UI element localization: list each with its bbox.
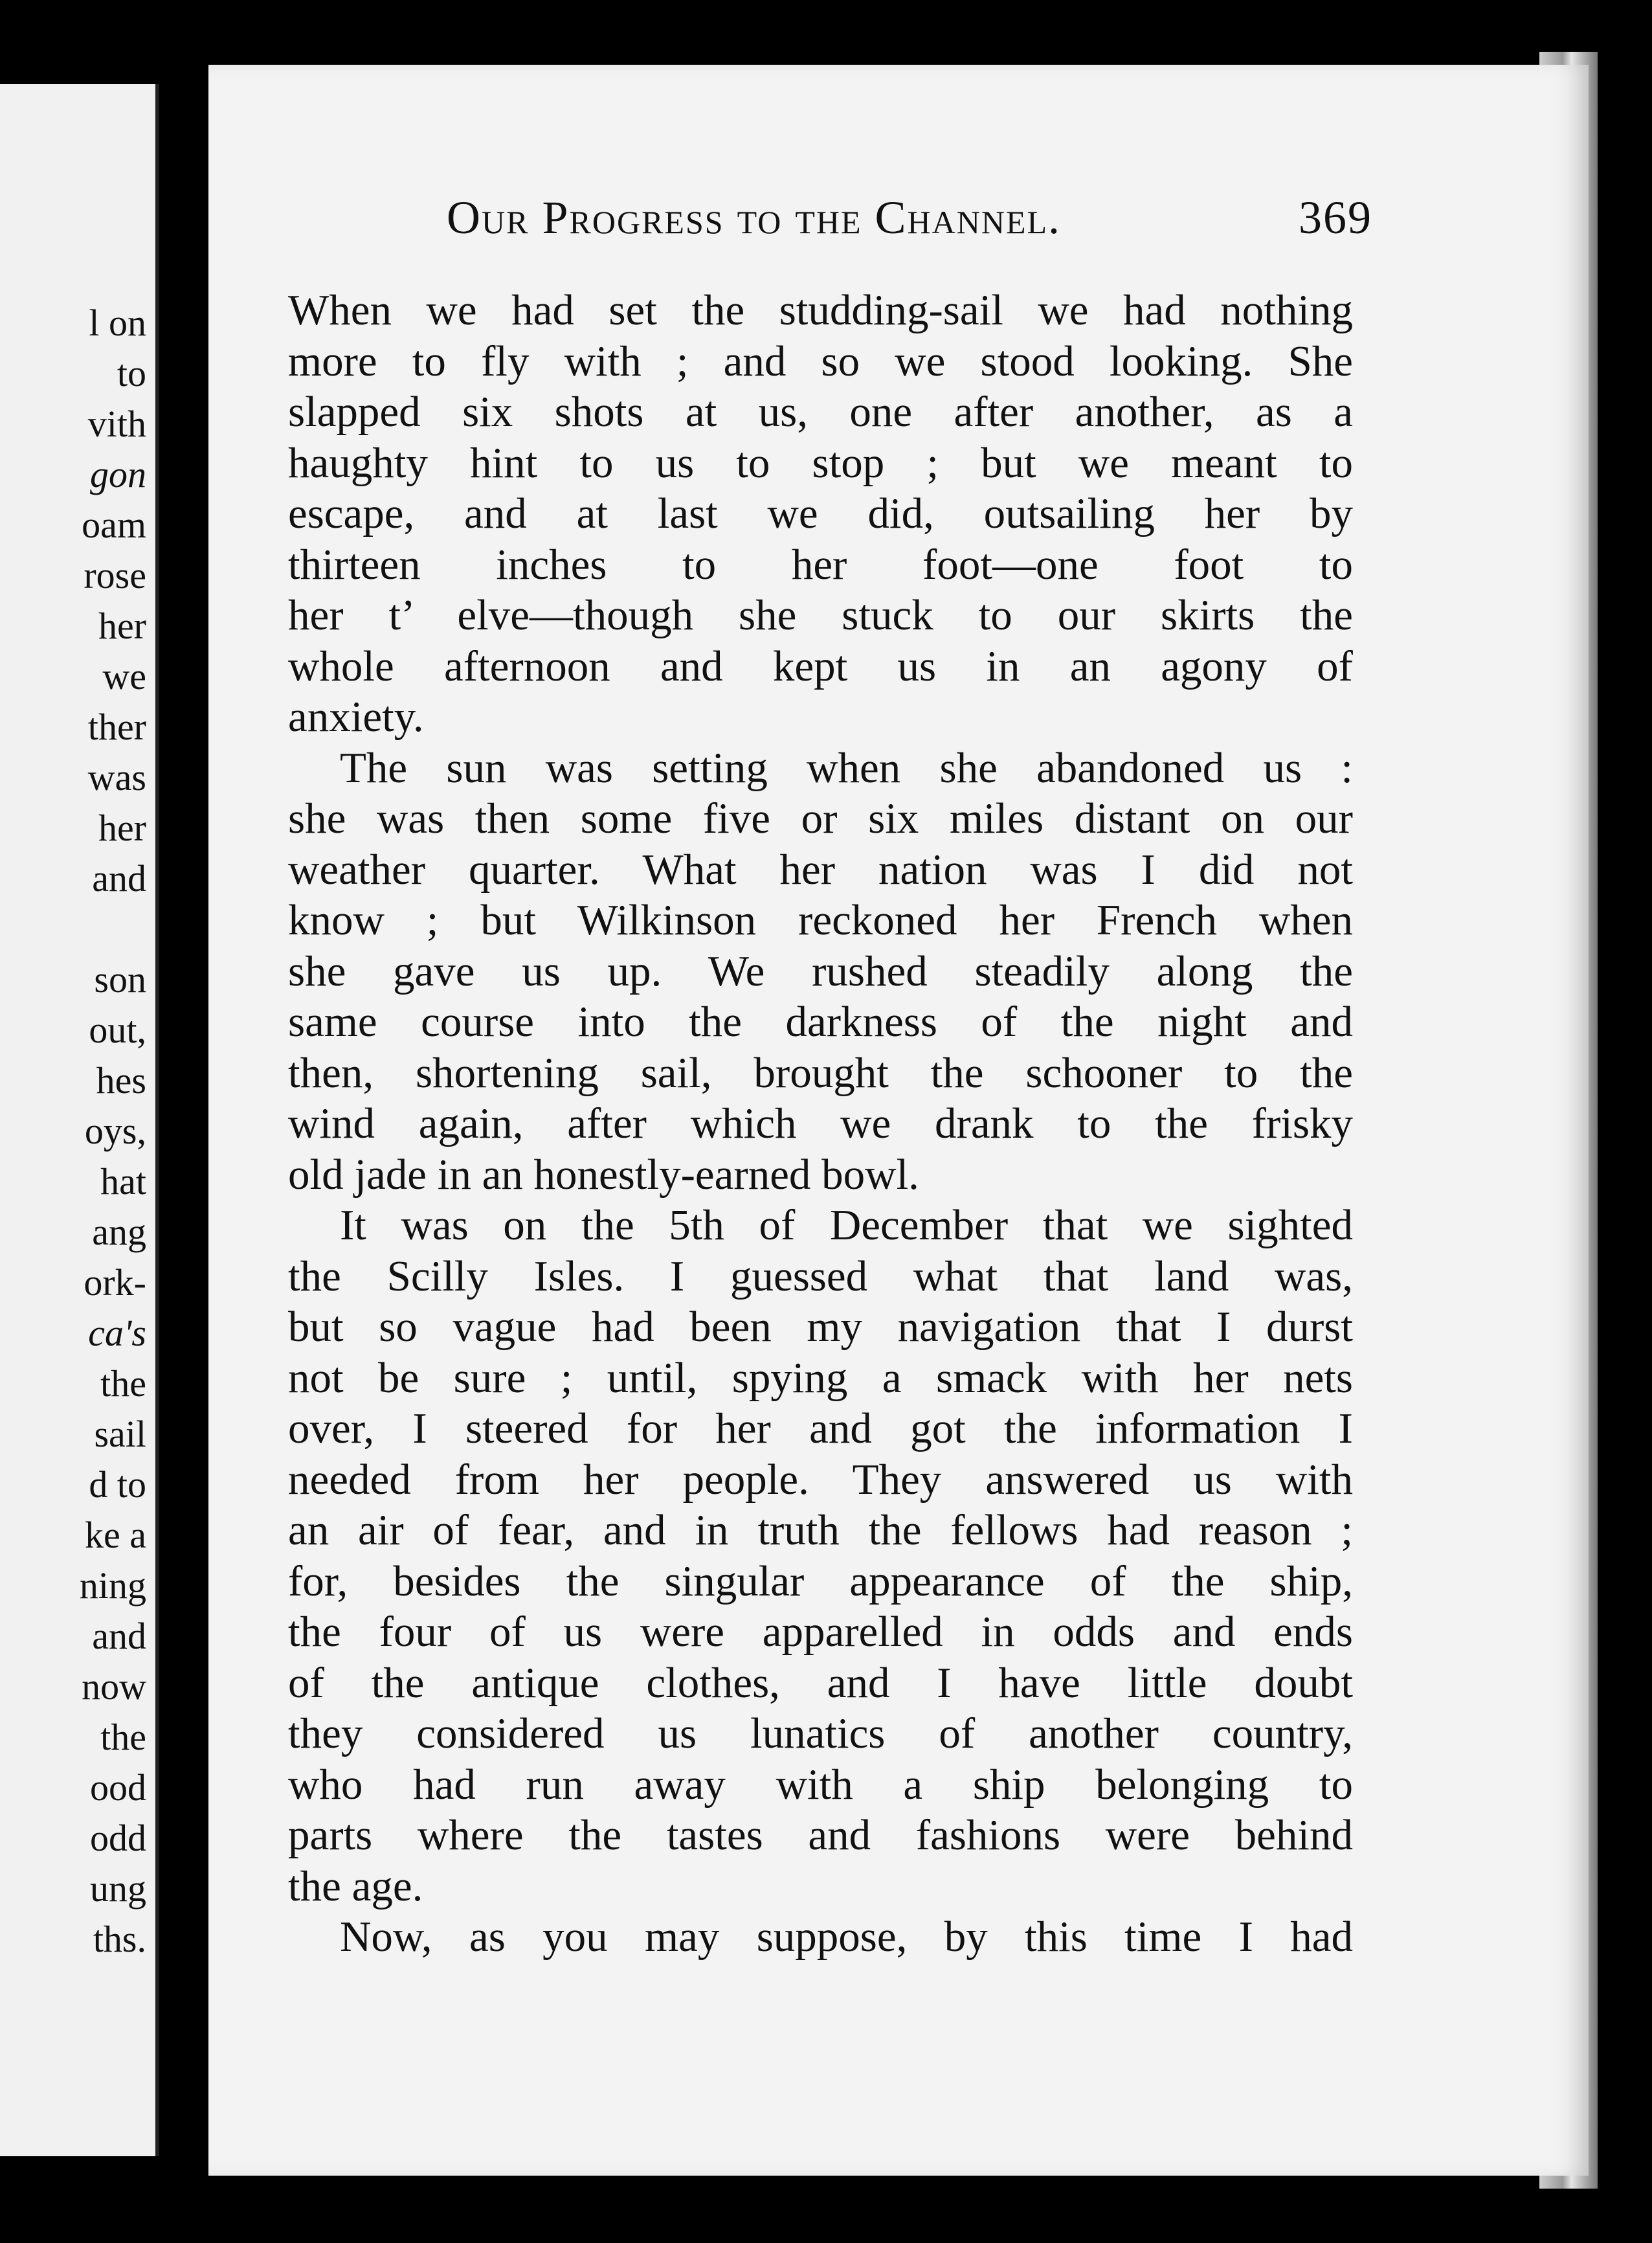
text-line: an air of fear, and in truth the fellows had reason ; <box>288 1506 1353 1554</box>
text-line: not be sure ; until, spying a smack with her nets <box>288 1353 1353 1402</box>
text-line: know ; but Wilkinson reckoned her French when <box>288 896 1353 944</box>
facing-page-line: son <box>94 958 146 1000</box>
text-line: the age. <box>288 1862 423 1910</box>
text-line: needed from her people. They answered us with <box>288 1455 1353 1504</box>
facing-page-line: ork- <box>84 1261 146 1303</box>
text-line: for, besides the singular appearance of the ship, <box>288 1557 1353 1605</box>
text-line: whole afternoon and kept us in an agony of <box>288 642 1353 690</box>
facing-page-line: oam <box>82 504 146 546</box>
text-line: thirteen inches to her foot—one foot to <box>288 540 1353 589</box>
text-line: her t’ elve—though she stuck to our skirts the <box>288 591 1353 639</box>
text-line: escape, and at last we did, outsailing her by <box>288 490 1353 537</box>
text-line: same course into the darkness of the night and <box>288 998 1353 1046</box>
facing-page-line: out, <box>89 1009 146 1051</box>
text-line: of the antique clothes, and I have little doubt <box>288 1658 1353 1707</box>
facing-page-line: ung <box>90 1867 146 1910</box>
facing-page-line: was <box>87 756 146 798</box>
text-line: It was on the 5th of December that we sighted <box>340 1201 1353 1249</box>
text-line: she gave us up. We rushed steadily along the <box>288 947 1353 995</box>
text-line: old jade in an honestly-earned bowl. <box>288 1150 919 1199</box>
text-line: the Scilly Isles. I guessed what that land was, <box>288 1252 1353 1300</box>
facing-page-line: l on <box>89 302 146 344</box>
facing-page-line: sail <box>94 1413 146 1455</box>
facing-page-line: d to <box>89 1463 146 1505</box>
facing-page-line: rose <box>84 554 146 596</box>
facing-page-line: the <box>100 1362 146 1404</box>
facing-page-line: we <box>102 655 146 697</box>
facing-page-line: vith <box>87 403 146 445</box>
text-line: The sun was setting when she abandoned us : <box>340 743 1353 792</box>
facing-page-line: and <box>92 857 146 899</box>
text-line: over, I steered for her and got the information I <box>288 1404 1353 1452</box>
facing-page-line: to <box>117 352 146 394</box>
facing-page-line: her <box>98 807 146 849</box>
facing-page-line: ther <box>87 706 146 748</box>
text-line: more to fly with ; and so we stood looking. She <box>288 337 1353 385</box>
facing-page-line: ke a <box>85 1514 146 1556</box>
facing-page-line: ang <box>92 1211 146 1253</box>
text-line: weather quarter. What her nation was I did not <box>288 845 1353 894</box>
text-line: wind again, after which we drank to the frisky <box>288 1099 1353 1147</box>
text-line: anxiety. <box>288 693 424 741</box>
text-line: she was then some five or six miles distant on our <box>288 795 1353 842</box>
facing-page-line: oys, <box>84 1110 146 1152</box>
facing-page-line: gon <box>90 453 146 495</box>
facing-page-line: ning <box>79 1564 146 1606</box>
facing-page-line: ths. <box>93 1918 146 1960</box>
text-line: haughty hint to us to stop ; but we meant to <box>288 438 1353 487</box>
text-line: but so vague had been my navigation that I durst <box>288 1303 1353 1351</box>
text-line: When we had set the studding-sail we had nothing <box>288 286 1353 334</box>
text-line: slapped six shots at us, one after another, as a <box>288 388 1353 436</box>
facing-page-line: now <box>82 1665 146 1708</box>
page-number: 369 <box>1299 192 1372 243</box>
facing-page-line: hat <box>100 1160 146 1202</box>
body-text <box>288 285 1353 1963</box>
facing-page-line: and <box>92 1615 146 1657</box>
facing-page-line: hes <box>96 1059 146 1101</box>
facing-page-fragment <box>0 84 159 2156</box>
text-line: parts where the tastes and fashions were behind <box>288 1811 1353 1859</box>
facing-page-line: ood <box>90 1766 146 1809</box>
running-head <box>447 191 1372 249</box>
running-title: Our Progress to the Channel. <box>447 192 1062 243</box>
text-line: Now, as you may suppose, by this time I had <box>340 1913 1353 1961</box>
text-line: then, shortening sail, brought the schooner to the <box>288 1048 1353 1097</box>
facing-page-line: the <box>100 1716 146 1758</box>
text-line: the four of us were apparelled in odds and ends <box>288 1608 1353 1656</box>
facing-page-line: odd <box>90 1817 146 1859</box>
facing-page-line: her <box>98 605 146 647</box>
facing-page-line: ca's <box>88 1312 146 1354</box>
text-line: they considered us lunatics of another country, <box>288 1709 1353 1757</box>
text-line: who had run away with a ship belonging to <box>288 1760 1353 1809</box>
